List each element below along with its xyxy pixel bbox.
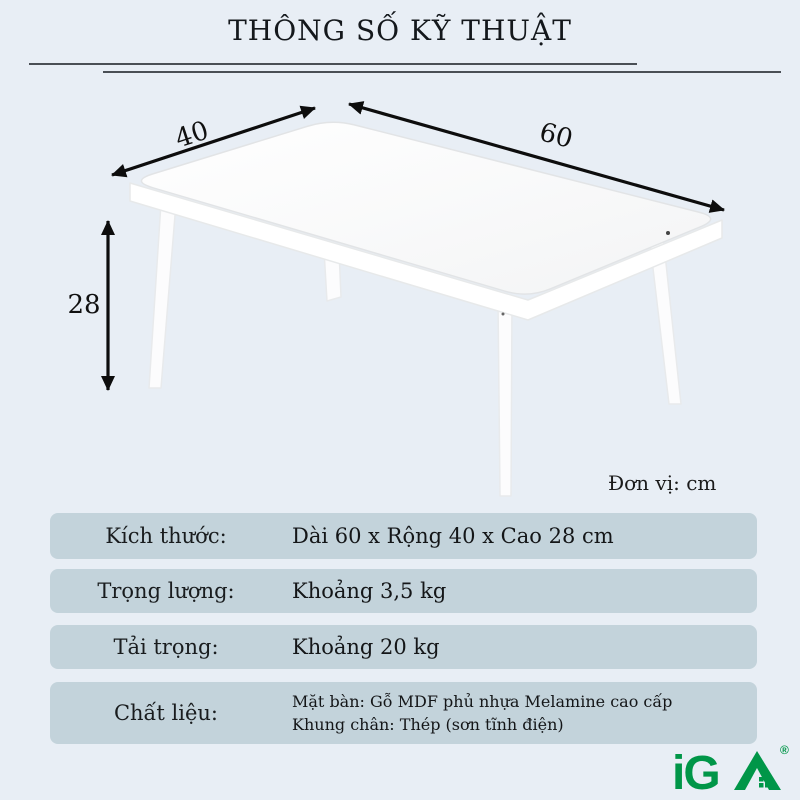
spec-label: Kích thước: [105, 524, 227, 548]
spec-row-material [50, 682, 757, 744]
spec-label: Tải trọng: [113, 635, 219, 659]
spec-label: Chất liệu: [113, 701, 219, 725]
table-leg-front-left [149, 203, 176, 388]
registered-trademark-icon: ® [780, 743, 789, 757]
length-dimension-label: 60 [536, 117, 576, 155]
table-leg-front-right [498, 300, 512, 496]
material-top-line: Mặt bàn: Gỗ MDF phủ nhựa Melamine cao cấp [292, 692, 673, 711]
depth-dimension-label: 40 [171, 115, 213, 155]
unit-note: Đơn vị: cm [608, 471, 717, 495]
spec-label: Trọng lượng: [97, 579, 235, 603]
spec-row-load-capacity [50, 625, 757, 669]
spec-value: Khoảng 3,5 kg [292, 579, 447, 603]
spec-row-dimensions [50, 513, 757, 559]
brand-logo [670, 742, 792, 798]
hinge-screw-dot [666, 231, 670, 235]
spec-row-weight [50, 569, 757, 613]
spec-value [282, 690, 757, 736]
hinge-screw-dot [502, 313, 505, 316]
page-title: THÔNG SỐ KỸ THUẬT [228, 14, 572, 47]
spec-value: Dài 60 x Rộng 40 x Cao 28 cm [292, 524, 614, 548]
brand-logo-text: iG [672, 747, 719, 798]
height-dimension-label: 28 [67, 290, 101, 320]
spec-value: Khoảng 20 kg [292, 635, 440, 659]
material-frame-line: Khung chân: Thép (sơn tĩnh điện) [292, 715, 564, 734]
